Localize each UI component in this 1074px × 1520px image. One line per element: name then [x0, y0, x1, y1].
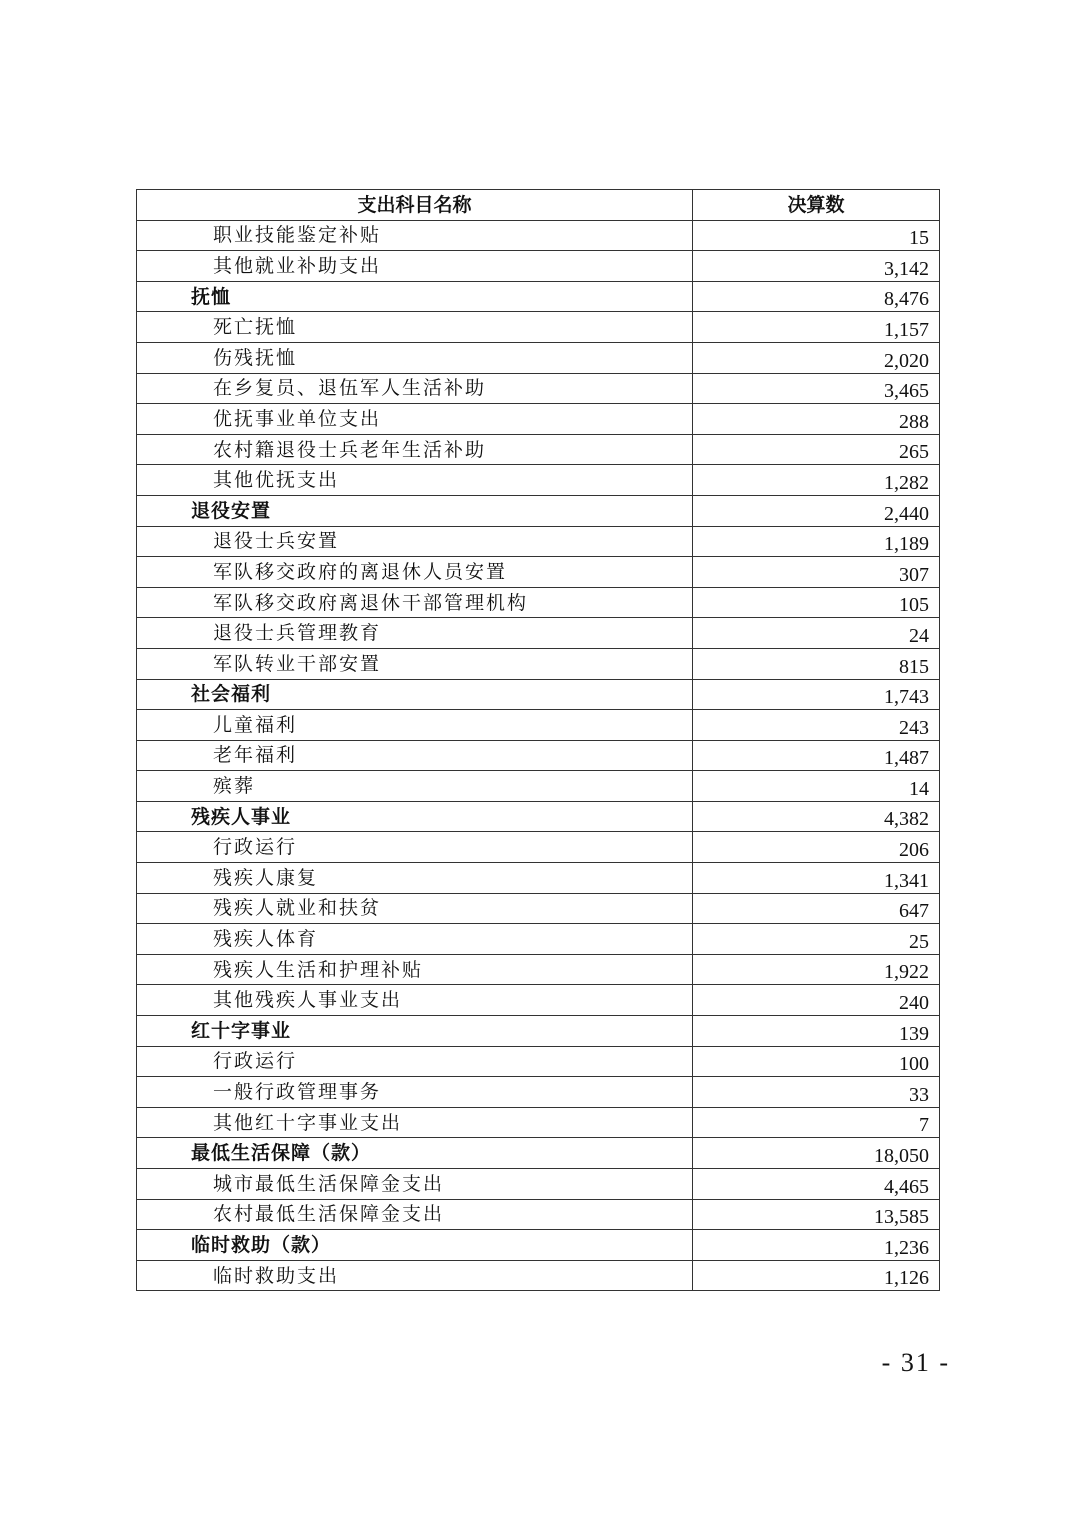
item-name: 优抚事业单位支出 — [137, 404, 693, 435]
amount-cell: 105 — [693, 587, 940, 618]
table-row — [137, 618, 940, 649]
table-row — [137, 312, 940, 343]
item-name: 其他就业补助支出 — [137, 251, 693, 282]
header-row — [137, 190, 940, 221]
item-name: 殡葬 — [137, 771, 693, 802]
amount-cell: 2,440 — [693, 495, 940, 526]
table-row — [137, 434, 940, 465]
item-name: 残疾人康复 — [137, 863, 693, 894]
item-name: 其他红十字事业支出 — [137, 1107, 693, 1138]
item-name: 行政运行 — [137, 832, 693, 863]
amount-cell: 24 — [693, 618, 940, 649]
item-name: 一般行政管理事务 — [137, 1077, 693, 1108]
table-row — [137, 1107, 940, 1138]
item-name: 其他优抚支出 — [137, 465, 693, 496]
amount-cell: 8,476 — [693, 281, 940, 312]
item-name: 残疾人体育 — [137, 924, 693, 955]
table-row — [137, 924, 940, 955]
expenditure-table — [136, 189, 940, 1291]
table-row — [137, 771, 940, 802]
amount-cell: 1,126 — [693, 1260, 940, 1291]
table-row — [137, 648, 940, 679]
amount-cell: 4,465 — [693, 1169, 940, 1200]
table-row — [137, 220, 940, 251]
item-name: 临时救助支出 — [137, 1260, 693, 1291]
amount-cell: 15 — [693, 220, 940, 251]
category-row — [137, 679, 940, 710]
item-name: 农村最低生活保障金支出 — [137, 1199, 693, 1230]
item-name: 老年福利 — [137, 740, 693, 771]
amount-cell: 7 — [693, 1107, 940, 1138]
amount-cell: 3,142 — [693, 251, 940, 282]
table-row — [137, 985, 940, 1016]
category-name: 社会福利 — [137, 679, 693, 710]
category-name: 红十字事业 — [137, 1016, 693, 1047]
amount-cell: 1,157 — [693, 312, 940, 343]
amount-cell: 1,236 — [693, 1230, 940, 1261]
table-row — [137, 1260, 940, 1291]
amount-cell: 1,341 — [693, 863, 940, 894]
amount-cell: 1,282 — [693, 465, 940, 496]
table-row — [137, 954, 940, 985]
item-name: 残疾人生活和护理补贴 — [137, 954, 693, 985]
page-number: - 31 - — [881, 1348, 950, 1377]
table-row — [137, 863, 940, 894]
category-row — [137, 495, 940, 526]
table-row — [137, 557, 940, 588]
category-row — [137, 801, 940, 832]
amount-cell: 100 — [693, 1046, 940, 1077]
item-name: 退役士兵管理教育 — [137, 618, 693, 649]
item-name: 城市最低生活保障金支出 — [137, 1169, 693, 1200]
item-name: 残疾人就业和扶贫 — [137, 893, 693, 924]
item-name: 职业技能鉴定补贴 — [137, 220, 693, 251]
amount-cell: 2,020 — [693, 342, 940, 373]
amount-cell: 1,922 — [693, 954, 940, 985]
table-row — [137, 832, 940, 863]
item-name: 行政运行 — [137, 1046, 693, 1077]
table-row — [137, 1046, 940, 1077]
amount-cell: 4,382 — [693, 801, 940, 832]
table-row — [137, 404, 940, 435]
item-name: 其他残疾人事业支出 — [137, 985, 693, 1016]
amount-cell: 647 — [693, 893, 940, 924]
category-row — [137, 1016, 940, 1047]
amount-cell: 265 — [693, 434, 940, 465]
table-body — [137, 220, 940, 1291]
item-name: 军队移交政府离退休干部管理机构 — [137, 587, 693, 618]
category-row — [137, 1138, 940, 1169]
category-name: 抚恤 — [137, 281, 693, 312]
item-name: 在乡复员、退伍军人生活补助 — [137, 373, 693, 404]
amount-cell: 1,189 — [693, 526, 940, 557]
table-row — [137, 710, 940, 741]
amount-cell: 14 — [693, 771, 940, 802]
table-row — [137, 1077, 940, 1108]
table-row — [137, 740, 940, 771]
table-row — [137, 465, 940, 496]
table-row — [137, 893, 940, 924]
category-name: 残疾人事业 — [137, 801, 693, 832]
table-row — [137, 373, 940, 404]
table-row — [137, 587, 940, 618]
item-name: 死亡抚恤 — [137, 312, 693, 343]
amount-cell: 815 — [693, 648, 940, 679]
table-row — [137, 342, 940, 373]
amount-cell: 139 — [693, 1016, 940, 1047]
table-row — [137, 526, 940, 557]
amount-cell: 307 — [693, 557, 940, 588]
amount-cell: 1,743 — [693, 679, 940, 710]
amount-cell: 25 — [693, 924, 940, 955]
item-name: 军队转业干部安置 — [137, 648, 693, 679]
table-row — [137, 1199, 940, 1230]
table-header — [137, 190, 940, 221]
amount-cell: 1,487 — [693, 740, 940, 771]
category-name: 退役安置 — [137, 495, 693, 526]
amount-cell: 18,050 — [693, 1138, 940, 1169]
category-row — [137, 1230, 940, 1261]
category-row — [137, 281, 940, 312]
category-name: 临时救助（款） — [137, 1230, 693, 1261]
header-name: 支出科目名称 — [137, 190, 693, 221]
amount-cell: 13,585 — [693, 1199, 940, 1230]
table-row — [137, 1169, 940, 1200]
item-name: 农村籍退役士兵老年生活补助 — [137, 434, 693, 465]
amount-cell: 33 — [693, 1077, 940, 1108]
header-value: 决算数 — [693, 190, 940, 221]
amount-cell: 3,465 — [693, 373, 940, 404]
table-row — [137, 251, 940, 282]
item-name: 伤残抚恤 — [137, 342, 693, 373]
amount-cell: 243 — [693, 710, 940, 741]
item-name: 军队移交政府的离退休人员安置 — [137, 557, 693, 588]
item-name: 儿童福利 — [137, 710, 693, 741]
item-name: 退役士兵安置 — [137, 526, 693, 557]
category-name: 最低生活保障（款） — [137, 1138, 693, 1169]
amount-cell: 206 — [693, 832, 940, 863]
amount-cell: 240 — [693, 985, 940, 1016]
amount-cell: 288 — [693, 404, 940, 435]
